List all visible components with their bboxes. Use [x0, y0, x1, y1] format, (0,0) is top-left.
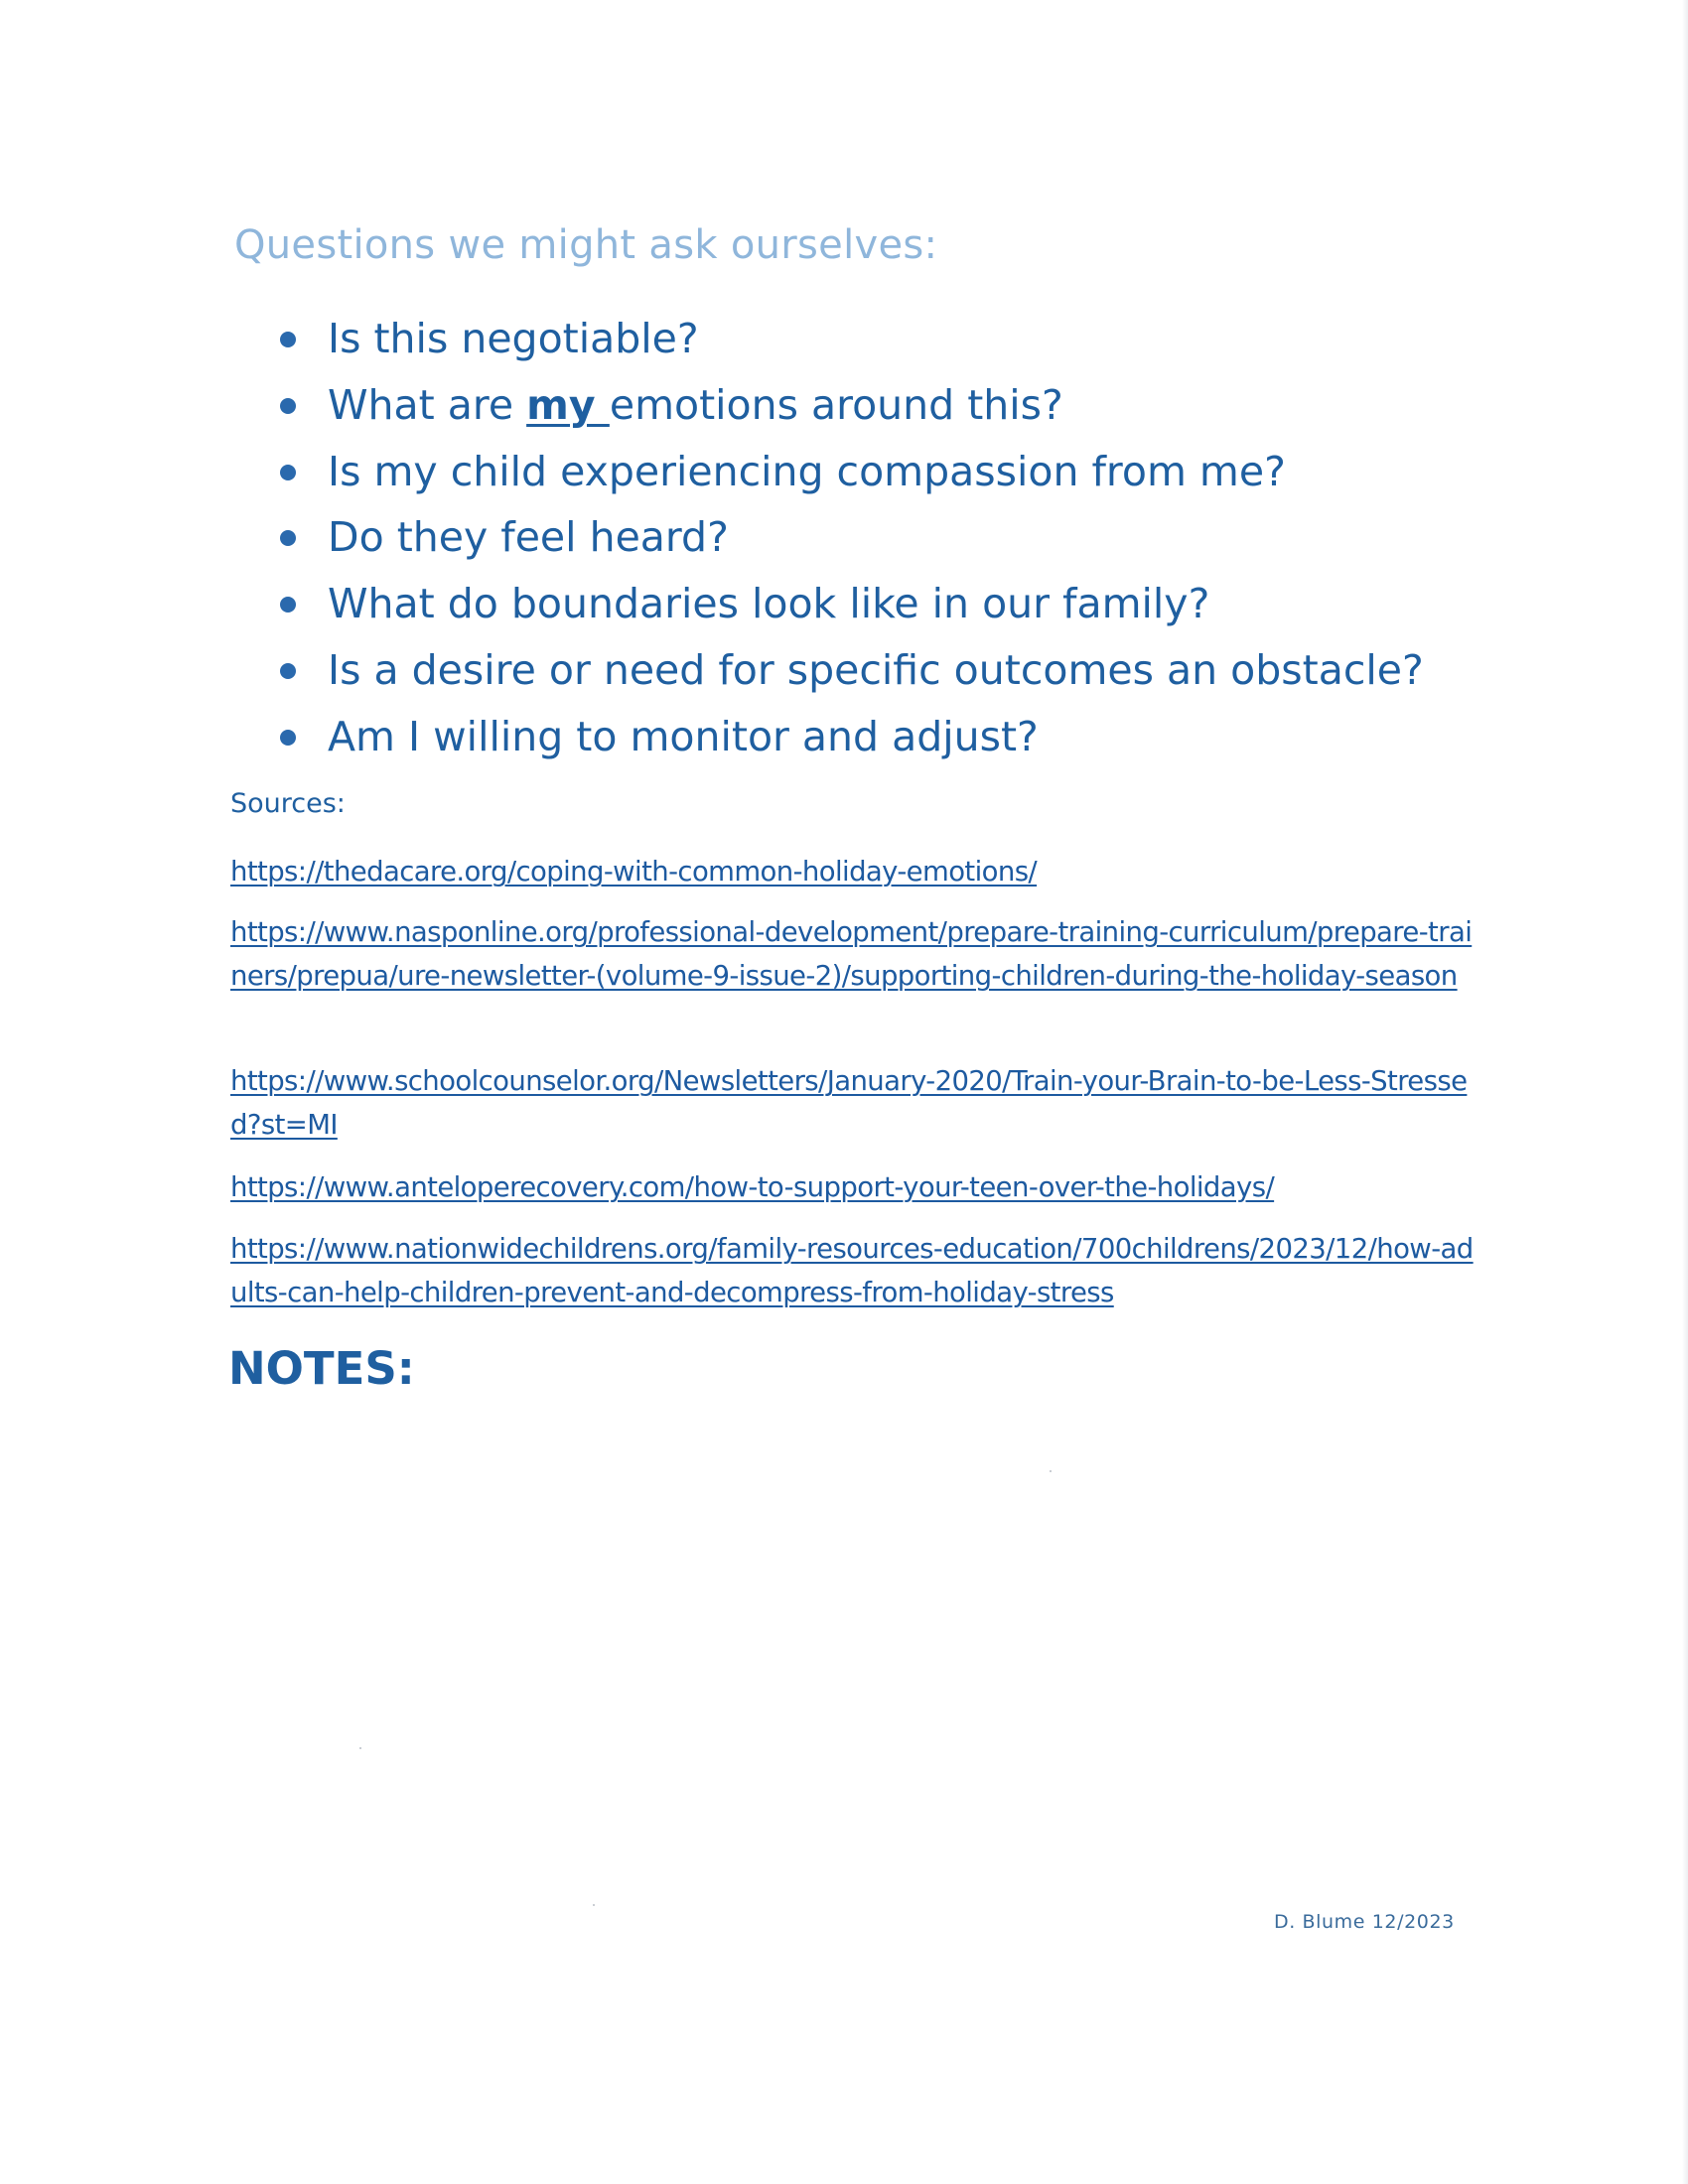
question-text: What are	[328, 380, 527, 429]
sources-label: Sources:	[230, 788, 346, 819]
bullet-icon	[280, 332, 296, 347]
source-link-block	[230, 1059, 1481, 1147]
question-item	[280, 439, 1424, 505]
notes-heading: NOTES:	[228, 1342, 415, 1395]
footer-signature: D. Blume 12/2023	[1274, 1911, 1455, 1933]
bullet-icon	[280, 597, 296, 613]
source-link-nasponline[interactable]: https://www.nasponline.org/professional-development/prepare-training-curriculum/prepare-trainers/prepua/ure-newsletter-(volume-9-issue-2)/supporting-children-during-the-holiday-season	[230, 916, 1473, 992]
question-item	[280, 571, 1424, 637]
bullet-icon	[280, 663, 296, 679]
question-item	[280, 637, 1424, 704]
page-edge-shadow	[1682, 0, 1688, 2184]
question-item	[280, 704, 1424, 770]
question-text: Is this negotiable?	[328, 315, 699, 362]
question-text: Am I willing to monitor and adjust?	[328, 712, 1039, 760]
source-link-nationwidechildrens[interactable]: https://www.nationwidechildrens.org/family-resources-education/700childrens/2023/12/how-adults-can-help-children-prevent-and-decompress-from-holiday-stress	[230, 1233, 1474, 1308]
source-link-block	[230, 1165, 1481, 1209]
source-link-anteloperecovery[interactable]: https://www.anteloperecovery.com/how-to-support-your-teen-over-the-holidays/	[230, 1171, 1275, 1203]
source-link-thedacare[interactable]: https://thedacare.org/coping-with-common-holiday-emotions/	[230, 856, 1038, 887]
scan-speck	[593, 1904, 595, 1906]
question-text: Is my child experiencing compassion from me?	[328, 447, 1286, 495]
bullet-icon	[280, 398, 296, 414]
bullet-icon	[280, 465, 296, 480]
question-emphasis: my	[526, 380, 610, 429]
scan-speck	[1050, 1470, 1052, 1472]
question-text: Is a desire or need for specific outcomes an obstacle?	[328, 645, 1424, 694]
question-item	[280, 504, 1424, 571]
source-link-schoolcounselor[interactable]: https://www.schoolcounselor.org/Newsletters/January-2020/Train-your-Brain-to-be-Less-Stressed?st=MI	[230, 1065, 1468, 1141]
question-text: Do they feel heard?	[328, 513, 729, 562]
question-text-continued: emotions around this?	[609, 380, 1063, 429]
source-link-block	[230, 850, 1481, 893]
questions-list	[280, 306, 1424, 770]
source-link-block	[230, 910, 1481, 998]
question-item	[280, 306, 1424, 372]
bullet-icon	[280, 730, 296, 746]
scan-speck	[359, 1747, 361, 1749]
question-text: What do boundaries look like in our family?	[328, 580, 1210, 628]
bullet-icon	[280, 530, 296, 546]
question-item	[280, 372, 1424, 439]
section-heading: Questions we might ask ourselves:	[234, 222, 938, 268]
source-link-block	[230, 1227, 1481, 1314]
